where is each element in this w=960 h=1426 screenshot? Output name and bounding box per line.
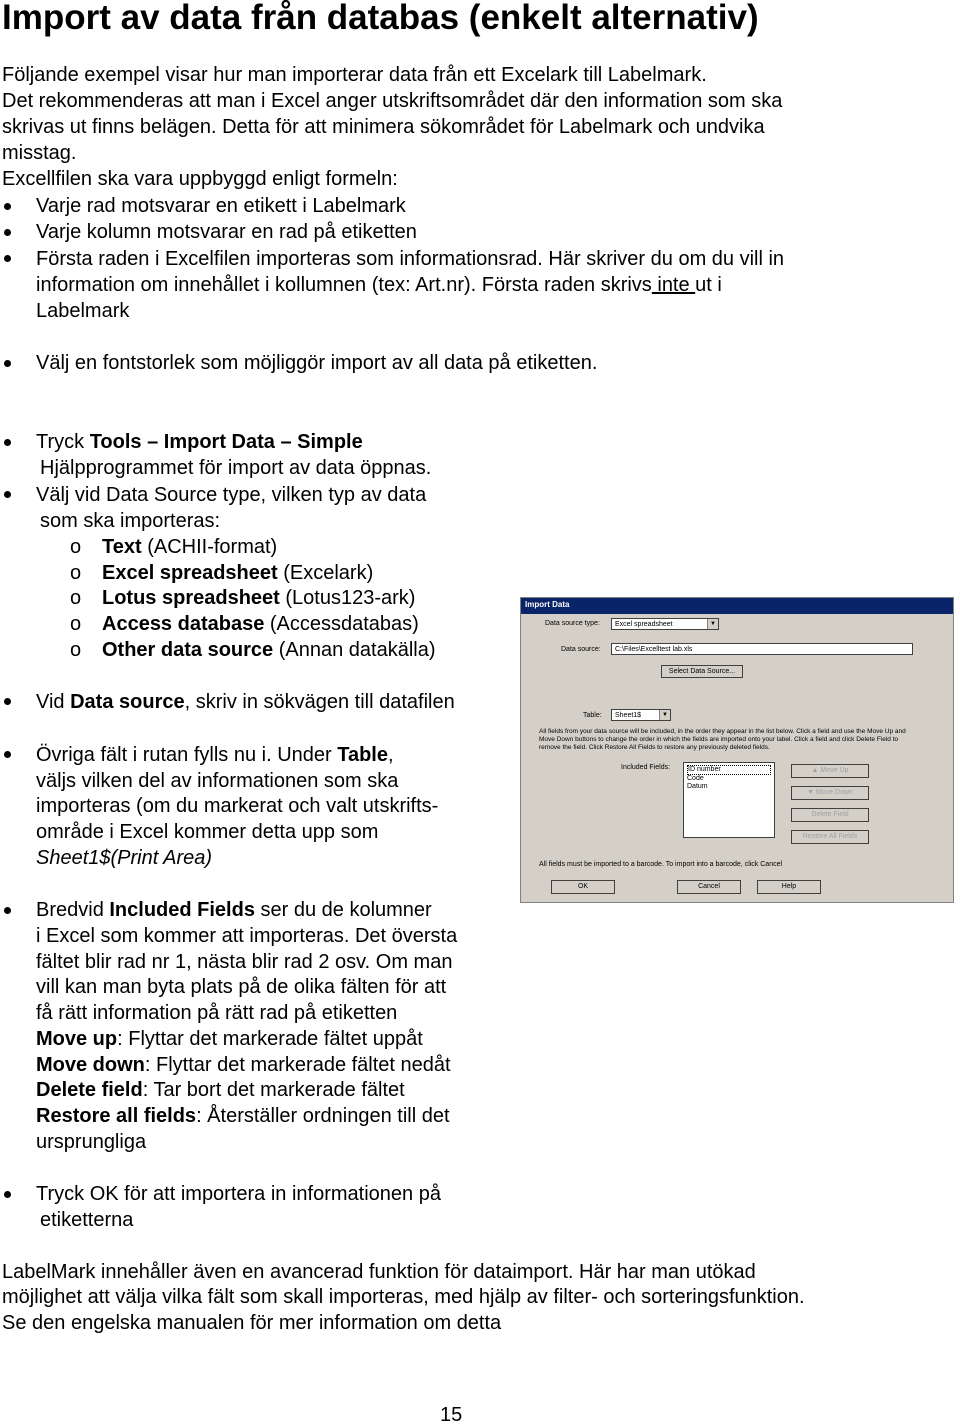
page-number: 15 (440, 1404, 463, 1426)
source-text: Text (ACHII-format) (102, 536, 278, 558)
bullet-icon (4, 1191, 11, 1198)
list-item[interactable]: ID number (687, 765, 771, 775)
outro-line-1: LabelMark innehåller även en avancerad funktion för dataimport. Här har man utökad (2, 1261, 756, 1283)
bullet-icon (4, 439, 11, 446)
circle-bullet-icon: o (70, 562, 82, 584)
step-2-line-2: som ska importeras: (40, 510, 221, 532)
data-source-type-select[interactable]: Excel spreadsheet ▼ (611, 618, 719, 630)
included-fields-list[interactable] (683, 762, 775, 838)
outro-line-3: Se den engelska manualen för mer information om detta (2, 1312, 502, 1334)
data-source-label: Data source: (561, 646, 601, 653)
rule-2: Varje kolumn motsvarar en rad på etiketten (36, 221, 417, 243)
help-move-up: Move up: Flyttar det markerade fältet uppåt (36, 1028, 423, 1050)
dialog-info-text: All fields from your data source will be included, in the order they appear in the list below. Click a field and use the Move Up and Move Down buttons to change the order in which the fields are imported onto your label. Click a field and click Delete Field to remove the field. Click Restore All Fields to restore any previously deleted fields. (539, 728, 906, 751)
help-restore-fields: Restore all fields: Återställer ordningen till det (36, 1105, 450, 1127)
table-select[interactable]: Sheet1$ ▼ (611, 709, 671, 721)
rule-1: Varje rad motsvarar en etikett i Labelmark (36, 195, 406, 217)
intro-line-3: skrivas ut finns belägen. Detta för att minimera sökområdet för Labelmark och undvika (2, 116, 765, 138)
list-item[interactable]: Datum (687, 783, 708, 790)
bullet-icon (4, 751, 11, 758)
intro-line-4: misstag. (2, 142, 77, 164)
bullet-icon (4, 203, 11, 210)
move-down-button[interactable]: ▼ Move Down (791, 786, 869, 800)
table-label: Table: (583, 712, 602, 719)
help-button[interactable]: Help (757, 880, 821, 894)
bullet-icon (4, 907, 11, 914)
step-5-line-4: vill kan man byta plats på de olika fälten för att (36, 976, 447, 998)
arrow-down-icon: ▼ (807, 789, 816, 796)
dialog-title-bar (521, 598, 953, 614)
step-4-line-5: Sheet1$(Print Area) (36, 847, 213, 869)
bullet-icon (4, 229, 11, 236)
step-6-line-2: etiketterna (40, 1209, 134, 1231)
intro-line-5: Excellfilen ska vara uppbyggd enligt formeln: (2, 168, 398, 190)
circle-bullet-icon: o (70, 613, 82, 635)
included-fields-label: Included Fields: (621, 764, 671, 771)
dialog-footer-note: All fields must be imported to a barcode. To import into a barcode, click Cancel (539, 861, 783, 868)
source-lotus: Lotus spreadsheet (Lotus123-ark) (102, 587, 416, 609)
step-5-last: ursprungliga (36, 1131, 147, 1153)
outro-line-2: möjlighet att välja vilka fält som skall importeras, med hjälp av filter- och sorteringsfunktion. (2, 1286, 805, 1308)
step-5-line-1: Bredvid Included Fields ser du de kolumner (36, 899, 432, 921)
data-source-field[interactable]: C:\Files\Excelltest lab.xls (611, 643, 913, 655)
circle-bullet-icon: o (70, 536, 82, 558)
list-item[interactable]: Code (687, 775, 704, 782)
page-title: Import av data från databas (enkelt alternativ) (2, 0, 759, 37)
step-2-line-1: Välj vid Data Source type, vilken typ av data (36, 484, 427, 506)
intro-line-2: Det rekommenderas att man i Excel anger utskriftsområdet där den information som ska (2, 90, 783, 112)
circle-bullet-icon: o (70, 639, 82, 661)
bullet-icon (4, 360, 11, 367)
rule-3-line-3: Labelmark (36, 300, 130, 322)
step-4-line-2: väljs vilken del av informationen som ska (36, 770, 399, 792)
chevron-down-icon: ▼ (659, 710, 670, 720)
rule-3-line-1: Första raden i Excelfilen importeras som informationsrad. Här skriver du om du vill in (36, 248, 785, 270)
source-access: Access database (Accessdatabas) (102, 613, 419, 635)
rule-3-line-2: information om innehållet i kollumnen (tex: Art.nr). Första raden skrivs inte ut i (36, 274, 722, 296)
ok-button[interactable]: OK (551, 880, 615, 894)
step-1-desc: Hjälpprogrammet för import av data öppnas. (40, 457, 432, 479)
step-5-line-2: i Excel som kommer att importeras. Det översta (36, 925, 458, 947)
cancel-button[interactable]: Cancel (677, 880, 741, 894)
source-other: Other data source (Annan datakälla) (102, 639, 436, 661)
dialog-title: Import Data (525, 600, 570, 609)
step-4-line-1: Övriga fält i rutan fylls nu i. Under Table, (36, 744, 394, 766)
move-up-button[interactable]: ▲ Move Up (791, 764, 869, 778)
bullet-icon (4, 491, 11, 498)
delete-field-button[interactable]: Delete Field (791, 808, 869, 822)
step-5-line-3: fältet blir rad nr 1, nästa blir rad 2 osv. Om man (36, 951, 453, 973)
intro-line-1: Följande exempel visar hur man importerar data från ett Excelark till Labelmark. (2, 64, 707, 86)
select-data-source-button[interactable]: Select Data Source... (661, 665, 743, 678)
restore-all-fields-button[interactable]: Restore All Fields (791, 830, 869, 844)
step-6-line-1: Tryck OK för att importera in informationen på (36, 1183, 441, 1205)
source-excel: Excel spreadsheet (Excelark) (102, 562, 374, 584)
step-5-line-5: få rätt information på rätt rad på etiketten (36, 1002, 398, 1024)
step-4-line-3: importeras (om du markerat och valt utskrifts- (36, 795, 439, 817)
step-4-line-4: område i Excel kommer detta upp som (36, 821, 379, 843)
arrow-up-icon: ▲ (811, 767, 821, 774)
step-3: Vid Data source, skriv in sökvägen till datafilen (36, 691, 455, 713)
step-1: Tryck Tools – Import Data – Simple (36, 431, 363, 453)
import-data-dialog (520, 597, 954, 903)
bullet-icon (4, 698, 11, 705)
chevron-down-icon: ▼ (707, 619, 718, 629)
help-move-down: Move down: Flyttar det markerade fältet nedåt (36, 1054, 451, 1076)
bullet-icon (4, 255, 11, 262)
help-delete-field: Delete field: Tar bort det markerade fältet (36, 1079, 405, 1101)
rule-4: Välj en fontstorlek som möjliggör import av all data på etiketten. (36, 352, 598, 374)
data-source-type-label: Data source type: (545, 620, 600, 627)
circle-bullet-icon: o (70, 587, 82, 609)
